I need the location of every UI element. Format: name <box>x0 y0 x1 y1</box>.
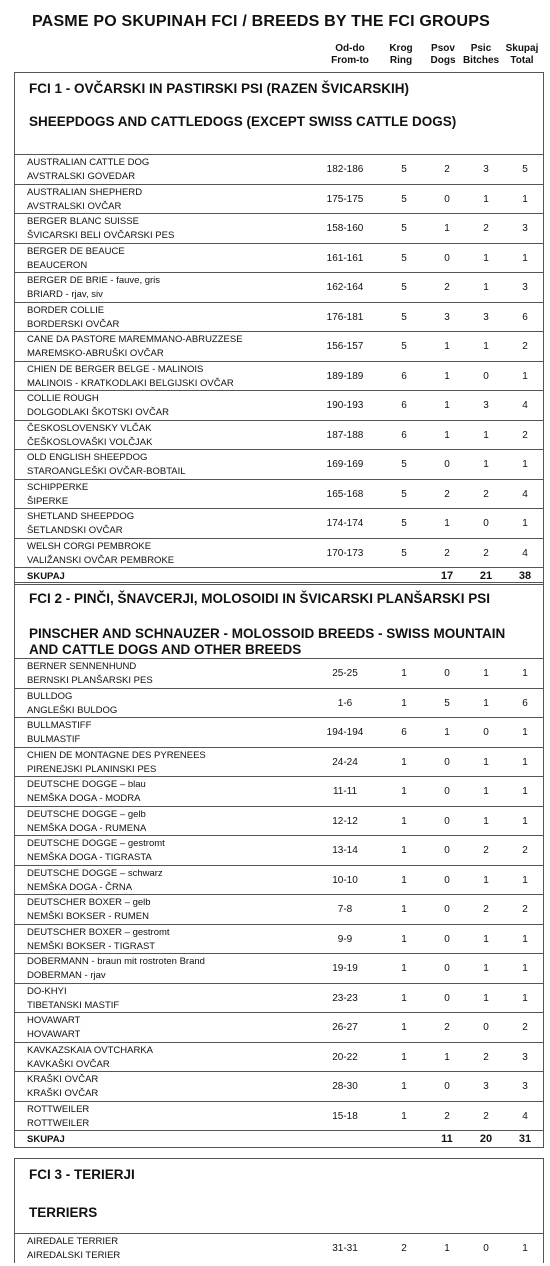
total-bitches: 21 <box>479 570 493 582</box>
catalog-range: 20-22 <box>332 1051 358 1063</box>
ring-number: 2 <box>401 1243 407 1254</box>
catalog-range: 156-157 <box>326 341 364 352</box>
catalog-range: 189-189 <box>326 370 364 382</box>
dogs-count: 0 <box>444 992 450 1004</box>
breed-name-si: NEMŠKA DOGA - TIGRASTA <box>27 852 152 863</box>
bitches-count: 3 <box>483 400 489 411</box>
ring-number: 1 <box>401 1051 407 1063</box>
total-bitches: 20 <box>479 1133 493 1145</box>
group-section-fci1 <box>14 72 544 585</box>
group-title-si: FCI 1 - OVČARSKI IN PASTIRSKI PSI (RAZEN ŠVICARSKIH) <box>29 81 410 96</box>
dogs-count: 0 <box>444 845 450 856</box>
bitches-count: 2 <box>483 1051 489 1063</box>
breed-list <box>15 658 543 1148</box>
group-section-fci2 <box>14 582 544 1148</box>
total-count: 1 <box>522 370 528 382</box>
bitches-count: 0 <box>483 518 489 529</box>
total-count: 1 <box>522 786 528 797</box>
bitches-count: 2 <box>483 845 489 856</box>
total-count: 1 <box>522 1243 528 1254</box>
total-count: 1 <box>522 727 528 738</box>
bitches-count: 1 <box>483 697 489 709</box>
bitches-count: 1 <box>483 933 489 945</box>
breed-name-si: ŠVICARSKI BELI OVČARSKI PES <box>27 230 175 241</box>
catalog-range: 165-168 <box>326 488 364 500</box>
breed-name-si: ANGLEŠKI BULDOG <box>27 704 118 716</box>
ring-number: 5 <box>401 164 407 175</box>
catalog-range: 176-181 <box>326 311 364 323</box>
bitches-count: 2 <box>483 1110 489 1122</box>
catalog-range: 194-194 <box>326 727 364 738</box>
dogs-count: 2 <box>444 547 450 559</box>
breed-name-si: AVSTRALSKI GOVEDAR <box>27 171 136 182</box>
total-count: 3 <box>522 1081 528 1092</box>
dogs-count: 1 <box>444 370 450 382</box>
catalog-range: 182-186 <box>326 164 364 175</box>
catalog-range: 24-24 <box>332 756 358 768</box>
breed-name: HOVAWART <box>27 1015 81 1026</box>
table-row <box>15 272 543 302</box>
total-label: SKUPAJ <box>27 1134 65 1145</box>
total-count: 1 <box>522 459 528 470</box>
table-row <box>15 538 543 568</box>
dogs-count: 1 <box>444 429 450 441</box>
table-row <box>15 1012 543 1042</box>
breed-name-si: ROTTWEILER <box>27 1117 90 1129</box>
dogs-count: 2 <box>444 164 450 175</box>
total-count: 1 <box>522 933 528 945</box>
group-section-fci3 <box>14 1158 544 1263</box>
breed-name-si: PIRENEJSKI PLANINSKI PES <box>27 763 157 775</box>
ring-number: 5 <box>401 282 407 293</box>
catalog-range: 7-8 <box>337 904 353 915</box>
breed-name: DEUTSCHE DOGGE – blau <box>27 779 146 790</box>
ring-number: 5 <box>401 547 407 559</box>
breed-name-si: KRAŠKI OVČAR <box>27 1088 99 1099</box>
dogs-count: 2 <box>444 488 450 500</box>
breed-name-si: NEMŠKA DOGA - MODRA <box>27 793 141 804</box>
breed-name-si: NEMŠKI BOKSER - TIGRAST <box>27 940 156 952</box>
total-count: 1 <box>522 992 528 1004</box>
group-title-si: FCI 2 - PINČI, ŠNAVCERJI, MOLOSOIDI IN ŠVICARSKI PLANŠARSKI PSI <box>29 591 491 606</box>
breed-name: COLLIE ROUGH <box>27 393 99 404</box>
ring-number: 5 <box>401 223 407 234</box>
group-title-en: PINSCHER AND SCHNAUZER - MOLOSSOID BREEDS - SWISS MOUNTAIN AND CATTLE DOGS AND OTHER BREEDS <box>29 626 506 657</box>
table-row <box>15 894 543 924</box>
total-count: 1 <box>522 252 528 264</box>
breed-name-si: DOBERMAN - rjav <box>27 970 106 981</box>
breed-name: KRAŠKI OVČAR <box>27 1074 99 1085</box>
ring-number: 1 <box>401 1081 407 1092</box>
group-header <box>15 73 543 154</box>
group-header <box>15 1159 543 1233</box>
bitches-count: 0 <box>483 370 489 382</box>
catalog-range: 19-19 <box>332 963 358 974</box>
group-title-si: FCI 3 - TERIERJI <box>29 1167 135 1182</box>
total-all: 38 <box>518 570 532 582</box>
page-title: PASME PO SKUPINAH FCI / BREEDS BY THE FCI GROUPS <box>32 13 490 30</box>
bitches-count: 2 <box>483 904 489 915</box>
table-row <box>15 717 543 747</box>
breed-name: DEUTSCHE DOGGE – schwarz <box>27 867 163 879</box>
ring-number: 5 <box>401 488 407 500</box>
catalog-range: 162-164 <box>326 282 364 293</box>
breed-name: BULLDOG <box>27 690 73 702</box>
bitches-count: 1 <box>483 992 489 1004</box>
ring-number: 1 <box>401 874 407 886</box>
breed-name: CANE DA PASTORE MAREMMANO-ABRUZZESE <box>27 334 243 345</box>
dogs-count: 0 <box>444 459 450 470</box>
table-row <box>15 747 543 777</box>
bitches-count: 1 <box>483 963 489 974</box>
total-dogs: 11 <box>441 1133 453 1145</box>
catalog-range: 190-193 <box>326 400 364 411</box>
table-row <box>15 1233 543 1263</box>
group-title-en: SHEEPDOGS AND CATTLEDOGS (EXCEPT SWISS CATTLE DOGS) <box>29 114 457 129</box>
breed-name: OLD ENGLISH SHEEPDOG <box>27 452 148 463</box>
bitches-count: 1 <box>483 815 489 827</box>
total-count: 5 <box>522 164 528 175</box>
bitches-count: 2 <box>483 223 489 234</box>
breed-name-si: DOLGODLAKI ŠKOTSKI OVČAR <box>27 407 170 418</box>
catalog-range: 31-31 <box>332 1243 358 1254</box>
dogs-count: 1 <box>444 223 450 234</box>
ring-number: 1 <box>401 756 407 768</box>
catalog-range: 174-174 <box>326 518 364 529</box>
bitches-count: 1 <box>483 786 489 797</box>
breed-list <box>15 1233 543 1263</box>
breed-name: KAVKAZSKAIA OVTCHARKA <box>27 1044 154 1056</box>
table-row <box>15 924 543 954</box>
dogs-count: 1 <box>444 1243 450 1254</box>
table-row <box>15 1101 543 1131</box>
table-row <box>15 806 543 836</box>
breed-name: BERNER SENNENHUND <box>27 661 137 672</box>
bitches-count: 3 <box>483 311 489 323</box>
bitches-count: 1 <box>483 429 489 441</box>
breed-name-si: MAREMSKO-ABRUŠKI OVČAR <box>27 348 164 359</box>
breed-name-si: ŠIPERKE <box>27 495 69 507</box>
breed-name-si: BORDERSKI OVČAR <box>27 318 120 330</box>
bitches-count: 2 <box>483 488 489 500</box>
total-count: 4 <box>522 400 528 411</box>
ring-number: 5 <box>401 311 407 323</box>
dogs-count: 1 <box>444 341 450 352</box>
catalog-range: 158-160 <box>326 223 364 234</box>
breed-name: SCHIPPERKE <box>27 481 89 493</box>
catalog-range: 10-10 <box>332 874 358 886</box>
dogs-count: 1 <box>444 727 450 738</box>
breed-name-si: AIREDALSKI TERIER <box>27 1250 121 1261</box>
bitches-count: 1 <box>483 756 489 768</box>
total-count: 6 <box>522 697 528 709</box>
total-count: 1 <box>522 815 528 827</box>
col-from-to: Od-do From-to <box>331 43 369 66</box>
table-row <box>15 361 543 391</box>
breed-name-si: NEMŠKA DOGA - RUMENA <box>27 822 147 834</box>
bitches-count: 1 <box>483 668 489 679</box>
dogs-count: 2 <box>444 282 450 293</box>
bitches-count: 1 <box>483 341 489 352</box>
bitches-count: 3 <box>483 1081 489 1092</box>
breed-name: DEUTSCHER BOXER – gelb <box>27 897 151 908</box>
ring-number: 5 <box>401 252 407 264</box>
catalog-range: 13-14 <box>332 845 358 856</box>
total-dogs: 17 <box>440 570 454 582</box>
total-count: 3 <box>522 1051 528 1063</box>
ring-number: 5 <box>401 341 407 352</box>
table-row <box>15 983 543 1013</box>
total-count: 4 <box>522 1110 528 1122</box>
breed-name: DO-KHYI <box>27 985 67 997</box>
catalog-range: 1-6 <box>337 697 353 709</box>
ring-number: 1 <box>401 963 407 974</box>
total-count: 2 <box>522 1022 528 1033</box>
total-count: 2 <box>522 341 528 352</box>
dogs-count: 2 <box>444 1110 450 1122</box>
breed-name-si: BEAUCERON <box>27 259 88 271</box>
breed-name: AUSTRALIAN SHEPHERD <box>27 186 143 198</box>
group-title-en: TERRIERS <box>29 1205 98 1220</box>
table-row <box>15 776 543 806</box>
catalog-range: 9-9 <box>337 933 353 945</box>
catalog-range: 12-12 <box>332 815 358 827</box>
total-count: 4 <box>522 488 528 500</box>
catalog-range: 28-30 <box>332 1081 358 1092</box>
table-row <box>15 449 543 479</box>
total-count: 2 <box>522 904 528 915</box>
catalog-range: 175-175 <box>326 193 364 205</box>
breed-name-si: ČEŠKOSLOVAŠKI VOLČJAK <box>27 436 153 448</box>
total-count: 1 <box>522 668 528 679</box>
breed-name: CHIEN DE MONTAGNE DES PYRENEES <box>27 749 206 761</box>
breed-name-si: BERNSKI PLANŠARSKI PES <box>27 675 153 686</box>
ring-number: 1 <box>401 992 407 1004</box>
breed-name-si: STAROANGLEŠKI OVČAR-BOBTAIL <box>27 466 186 477</box>
dogs-count: 0 <box>444 874 450 886</box>
catalog-range: 25-25 <box>332 668 358 679</box>
catalog-range: 26-27 <box>332 1022 358 1033</box>
table-row <box>15 331 543 361</box>
breed-list <box>15 154 543 585</box>
catalog-range: 170-173 <box>326 547 364 559</box>
breed-name: WELSH CORGI PEMBROKE <box>27 540 152 552</box>
table-row <box>15 243 543 273</box>
table-row <box>15 479 543 509</box>
breed-name: CHIEN DE BERGER BELGE - MALINOIS <box>27 363 204 375</box>
catalog-range: 187-188 <box>326 429 364 441</box>
bitches-count: 0 <box>483 1243 489 1254</box>
total-count: 6 <box>522 311 528 323</box>
table-row <box>15 508 543 538</box>
col-total: Skupaj Total <box>505 43 539 66</box>
table-row <box>15 953 543 983</box>
dogs-count: 0 <box>444 756 450 768</box>
bitches-count: 0 <box>483 1022 489 1033</box>
total-count: 1 <box>522 874 528 886</box>
total-row <box>15 1130 543 1148</box>
breed-name-si: TIBETANSKI MASTIF <box>27 999 120 1011</box>
col-dogs: Psov Dogs <box>430 43 456 66</box>
col-ring: Krog Ring <box>389 43 413 66</box>
col-bitches: Psic Bitches <box>462 43 500 66</box>
breed-name-si: KAVKAŠKI OVČAR <box>27 1058 110 1070</box>
ring-number: 1 <box>401 786 407 797</box>
ring-number: 1 <box>401 697 407 709</box>
table-row <box>15 184 543 214</box>
dogs-count: 0 <box>444 786 450 797</box>
total-count: 1 <box>522 963 528 974</box>
bitches-count: 1 <box>483 459 489 470</box>
total-count: 1 <box>522 756 528 768</box>
table-row <box>15 213 543 243</box>
table-row <box>15 688 543 718</box>
ring-number: 1 <box>401 668 407 679</box>
dogs-count: 0 <box>444 815 450 827</box>
table-row <box>15 1042 543 1072</box>
breed-name: DEUTSCHE DOGGE – gestromt <box>27 838 165 849</box>
bitches-count: 2 <box>483 547 489 559</box>
ring-number: 5 <box>401 518 407 529</box>
table-row <box>15 302 543 332</box>
total-all: 31 <box>518 1133 532 1145</box>
breed-name: ROTTWEILER <box>27 1103 90 1115</box>
breed-name-si: NEMŠKI BOKSER - RUMEN <box>27 911 149 922</box>
breed-name-si: MALINOIS - KRATKODLAKI BELGIJSKI OVČAR <box>27 377 234 389</box>
dogs-count: 5 <box>444 697 450 709</box>
dogs-count: 2 <box>444 1022 450 1033</box>
breed-name-si: NEMŠKA DOGA - ČRNA <box>27 881 133 893</box>
table-row <box>15 1071 543 1101</box>
breed-name-si: AVSTRALSKI OVČAR <box>27 200 122 212</box>
bitches-count: 1 <box>483 252 489 264</box>
catalog-range: 11-11 <box>332 786 358 797</box>
total-count: 1 <box>522 518 528 529</box>
catalog-range: 161-161 <box>326 252 364 264</box>
ring-number: 5 <box>401 193 407 205</box>
dogs-count: 0 <box>444 668 450 679</box>
ring-number: 5 <box>401 459 407 470</box>
table-row <box>15 154 543 184</box>
breed-name: BERGER DE BEAUCE <box>27 245 125 257</box>
total-label: SKUPAJ <box>27 571 65 582</box>
ring-number: 1 <box>401 1022 407 1033</box>
bitches-count: 1 <box>483 193 489 205</box>
bitches-count: 0 <box>483 727 489 738</box>
breed-name-si: BULMASTIF <box>27 734 81 745</box>
dogs-count: 1 <box>444 518 450 529</box>
dogs-count: 3 <box>444 311 450 323</box>
dogs-count: 1 <box>444 400 450 411</box>
breed-name: DEUTSCHE DOGGE – gelb <box>27 808 146 820</box>
ring-number: 6 <box>401 429 407 441</box>
breed-name: AIREDALE TERRIER <box>27 1236 119 1247</box>
ring-number: 1 <box>401 904 407 915</box>
breed-name: DOBERMANN - braun mit rostroten Brand <box>27 956 205 967</box>
ring-number: 1 <box>401 845 407 856</box>
table-row <box>15 390 543 420</box>
breed-name-si: BRIARD - rjav, siv <box>27 289 103 300</box>
breed-name: DEUTSCHER BOXER – gestromt <box>27 926 170 938</box>
breed-name-si: ŠETLANDSKI OVČAR <box>27 525 123 536</box>
total-count: 2 <box>522 845 528 856</box>
total-count: 1 <box>522 193 528 205</box>
breed-name-si: HOVAWART <box>27 1029 81 1040</box>
catalog-range: 15-18 <box>332 1110 358 1122</box>
column-header <box>0 43 550 69</box>
ring-number: 1 <box>401 933 407 945</box>
breed-name: BULLMASTIFF <box>27 720 92 731</box>
ring-number: 6 <box>401 727 407 738</box>
total-count: 3 <box>522 223 528 234</box>
total-count: 4 <box>522 547 528 559</box>
breed-name: SHETLAND SHEEPDOG <box>27 511 135 522</box>
breed-name: BERGER BLANC SUISSE <box>27 216 139 227</box>
table-row <box>15 865 543 895</box>
ring-number: 6 <box>401 370 407 382</box>
dogs-count: 0 <box>444 1081 450 1092</box>
total-count: 2 <box>522 429 528 441</box>
breed-name: AUSTRALIAN CATTLE DOG <box>27 157 150 168</box>
table-row <box>15 835 543 865</box>
table-row <box>15 420 543 450</box>
ring-number: 1 <box>401 815 407 827</box>
bitches-count: 3 <box>483 164 489 175</box>
group-header <box>15 583 543 658</box>
ring-number: 6 <box>401 400 407 411</box>
breed-name-si: VALIŽANSKI OVČAR PEMBROKE <box>27 554 175 566</box>
dogs-count: 0 <box>444 252 450 264</box>
table-row <box>15 658 543 688</box>
breed-name: BORDER COLLIE <box>27 304 105 316</box>
total-count: 3 <box>522 282 528 293</box>
breed-name: ČESKOSLOVENSKY VLČAK <box>27 422 152 434</box>
dogs-count: 0 <box>444 904 450 915</box>
dogs-count: 0 <box>444 963 450 974</box>
dogs-count: 1 <box>444 1051 450 1063</box>
catalog-range: 23-23 <box>332 992 358 1004</box>
bitches-count: 1 <box>483 282 489 293</box>
dogs-count: 0 <box>444 193 450 205</box>
bitches-count: 1 <box>483 874 489 886</box>
ring-number: 1 <box>401 1110 407 1122</box>
catalog-range: 169-169 <box>326 459 364 470</box>
dogs-count: 0 <box>444 933 450 945</box>
breed-name: BERGER DE BRIE - fauve, gris <box>27 275 161 286</box>
